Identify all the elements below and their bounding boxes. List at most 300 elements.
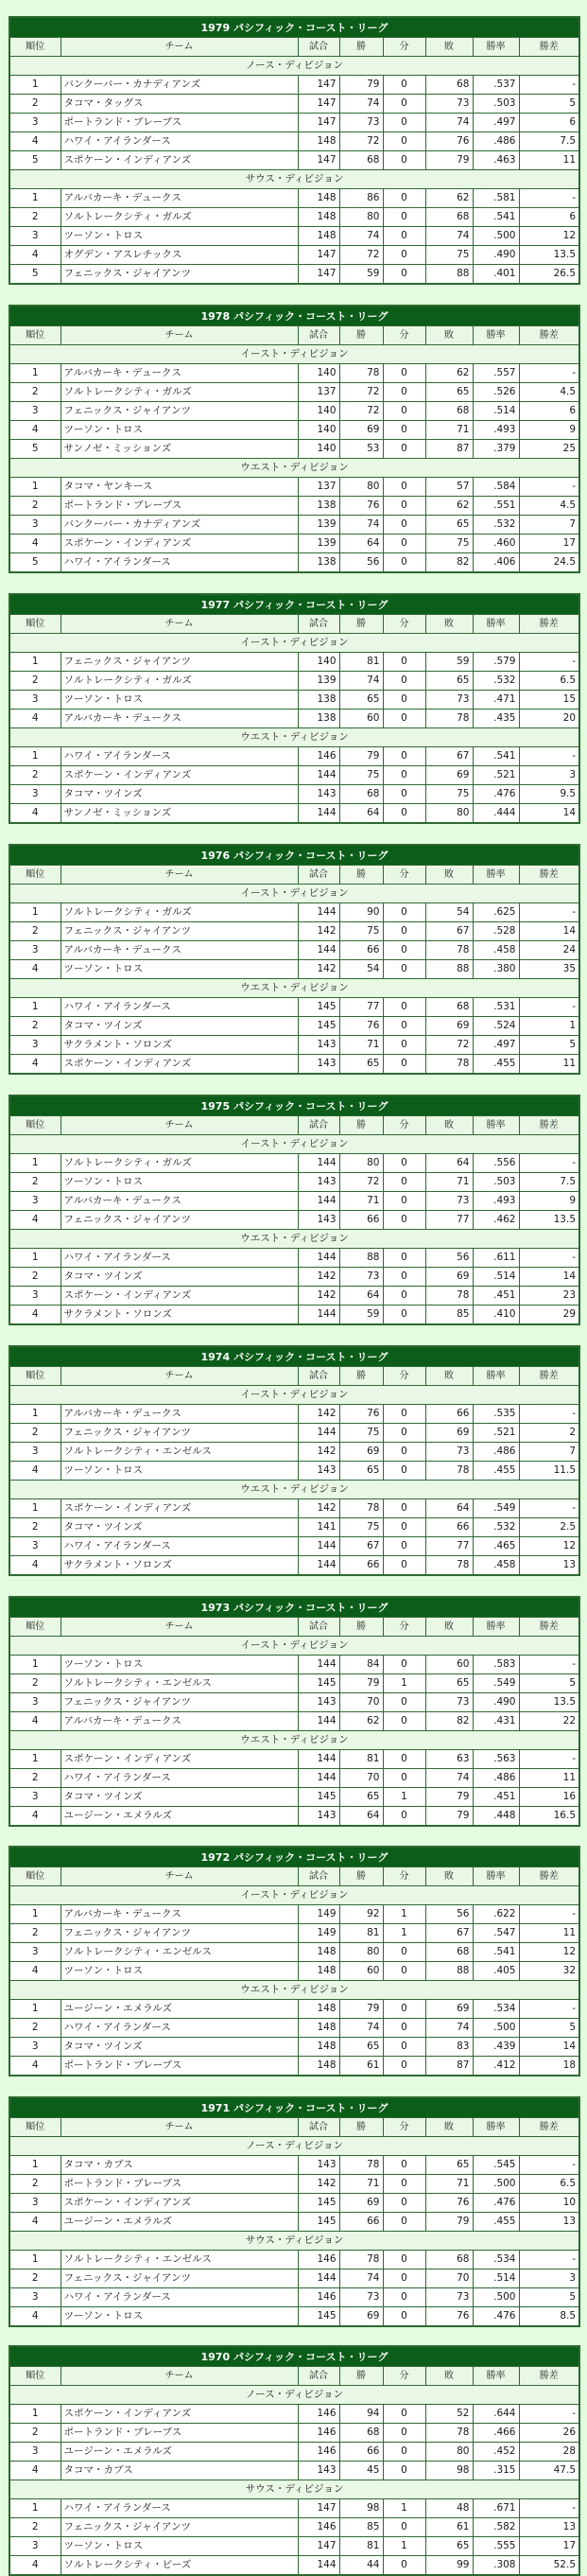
cell-wins: 65 — [339, 691, 383, 710]
column-header-ties: 分 — [383, 2367, 425, 2386]
column-header-gb: 勝差 — [519, 38, 579, 57]
cell-gb: 24 — [519, 941, 579, 960]
cell-pct: .379 — [473, 440, 519, 459]
cell-rank: 1 — [9, 1154, 60, 1173]
division-name: サウス・ディビジョン — [9, 170, 579, 189]
cell-wins: 62 — [339, 1712, 383, 1731]
column-header-team: チーム — [60, 1867, 298, 1886]
table-row — [9, 553, 579, 573]
division-row — [9, 1386, 579, 1405]
cell-pct: .545 — [473, 2156, 519, 2175]
division-row — [9, 57, 579, 76]
cell-gb: 12 — [519, 1537, 579, 1556]
cell-games: 145 — [298, 2307, 339, 2327]
cell-losses: 78 — [425, 1287, 473, 1306]
cell-gb: - — [519, 653, 579, 672]
column-header-team: チーム — [60, 1367, 298, 1386]
header-row — [9, 1116, 579, 1135]
cell-games: 140 — [298, 421, 339, 440]
column-header-wins: 勝 — [339, 1618, 383, 1637]
cell-gb: 29 — [519, 1306, 579, 1325]
table-row — [9, 1656, 579, 1674]
column-header-losses: 敗 — [425, 2367, 473, 2386]
season-title-row — [9, 2346, 579, 2367]
division-row — [9, 885, 579, 903]
cell-losses: 88 — [425, 265, 473, 285]
division-name: ウエスト・ディビジョン — [9, 728, 579, 747]
cell-pct: .524 — [473, 1017, 519, 1036]
cell-rank: 1 — [9, 1405, 60, 1424]
cell-ties: 0 — [383, 534, 425, 553]
column-header-ties: 分 — [383, 1367, 425, 1386]
season-title-row — [9, 1597, 579, 1618]
cell-team: ソルトレークシティ・エンゼルス — [60, 1943, 298, 1962]
cell-games: 142 — [298, 922, 339, 941]
cell-team: スポケーン・インディアンズ — [60, 1287, 298, 1306]
cell-ties: 0 — [383, 2057, 425, 2077]
division-name: イースト・ディビジョン — [9, 634, 579, 653]
cell-rank: 3 — [9, 1788, 60, 1807]
header-row — [9, 866, 579, 885]
cell-wins: 86 — [339, 189, 383, 208]
cell-losses: 52 — [425, 2405, 473, 2424]
cell-team: サクラメント・ソロンズ — [60, 1306, 298, 1325]
cell-rank: 1 — [9, 2156, 60, 2175]
cell-gb: 9.5 — [519, 785, 579, 804]
cell-rank: 1 — [9, 2251, 60, 2269]
cell-gb: 7 — [519, 516, 579, 534]
cell-games: 145 — [298, 1674, 339, 1693]
cell-pct: .514 — [473, 402, 519, 421]
column-header-losses: 敗 — [425, 1867, 473, 1886]
cell-wins: 77 — [339, 998, 383, 1017]
cell-rank: 1 — [9, 1249, 60, 1268]
table-row — [9, 2057, 579, 2077]
cell-rank: 3 — [9, 402, 60, 421]
cell-pct: .476 — [473, 2307, 519, 2327]
cell-games: 137 — [298, 478, 339, 497]
cell-losses: 88 — [425, 1962, 473, 1981]
cell-gb: 23 — [519, 1287, 579, 1306]
cell-wins: 76 — [339, 1017, 383, 1036]
cell-wins: 84 — [339, 1656, 383, 1674]
cell-rank: 3 — [9, 1693, 60, 1712]
cell-games: 138 — [298, 710, 339, 728]
cell-games: 140 — [298, 653, 339, 672]
cell-losses: 68 — [425, 402, 473, 421]
cell-wins: 78 — [339, 1499, 383, 1518]
cell-wins: 64 — [339, 534, 383, 553]
cell-games: 144 — [298, 1712, 339, 1731]
cell-rank: 3 — [9, 2288, 60, 2307]
cell-rank: 2 — [9, 1674, 60, 1693]
cell-losses: 71 — [425, 1173, 473, 1192]
table-row — [9, 2251, 579, 2269]
season-title-row — [9, 17, 579, 38]
cell-ties: 0 — [383, 672, 425, 691]
division-name: ノース・ディビジョン — [9, 2137, 579, 2156]
division-name: イースト・ディビジョン — [9, 1135, 579, 1154]
cell-team: ユージーン・エメラルズ — [60, 1807, 298, 1827]
cell-rank: 3 — [9, 691, 60, 710]
cell-pct: .463 — [473, 151, 519, 170]
column-header-games: 試合 — [298, 38, 339, 57]
cell-gb: 5 — [519, 2288, 579, 2307]
cell-ties: 0 — [383, 189, 425, 208]
cell-gb: 4.5 — [519, 497, 579, 516]
cell-losses: 74 — [425, 2019, 473, 2038]
table-row — [9, 2000, 579, 2019]
cell-team: サンノゼ・ミッションズ — [60, 440, 298, 459]
cell-losses: 75 — [425, 785, 473, 804]
cell-games: 144 — [298, 1192, 339, 1211]
division-row — [9, 2232, 579, 2251]
table-row — [9, 1537, 579, 1556]
cell-gb: 5 — [519, 1036, 579, 1055]
table-row — [9, 941, 579, 960]
cell-gb: 2 — [519, 1424, 579, 1443]
division-row — [9, 345, 579, 364]
column-header-gb: 勝差 — [519, 2367, 579, 2386]
cell-wins: 65 — [339, 2038, 383, 2057]
cell-pct: .579 — [473, 653, 519, 672]
cell-wins: 75 — [339, 766, 383, 785]
cell-team: タコマ・ツインズ — [60, 785, 298, 804]
cell-ties: 0 — [383, 1962, 425, 1981]
table-row — [9, 691, 579, 710]
table-row — [9, 1306, 579, 1325]
column-header-team: チーム — [60, 2367, 298, 2386]
column-header-pct: 勝率 — [473, 1116, 519, 1135]
cell-team: ツーソン・トロス — [60, 960, 298, 979]
table-row — [9, 1173, 579, 1192]
division-row — [9, 979, 579, 998]
cell-ties: 1 — [383, 2537, 425, 2556]
cell-ties: 0 — [383, 903, 425, 922]
table-row — [9, 265, 579, 285]
cell-team: アルバカーキ・デュークス — [60, 1712, 298, 1731]
cell-games: 147 — [298, 95, 339, 114]
cell-team: ソルトレークシティ・ガルズ — [60, 1154, 298, 1173]
cell-ties: 0 — [383, 2038, 425, 2057]
cell-rank: 2 — [9, 1518, 60, 1537]
cell-ties: 0 — [383, 151, 425, 170]
cell-losses: 75 — [425, 534, 473, 553]
cell-rank: 1 — [9, 998, 60, 1017]
cell-gb: - — [519, 1656, 579, 1674]
cell-team: ツーソン・トロス — [60, 2537, 298, 2556]
cell-rank: 4 — [9, 1962, 60, 1981]
cell-gb: - — [519, 364, 579, 383]
cell-losses: 79 — [425, 1788, 473, 1807]
table-row — [9, 1211, 579, 1230]
table-row — [9, 421, 579, 440]
cell-gb: 10 — [519, 2194, 579, 2213]
cell-pct: .458 — [473, 941, 519, 960]
table-row — [9, 1443, 579, 1462]
column-header-games: 試合 — [298, 1367, 339, 1386]
cell-rank: 2 — [9, 2019, 60, 2038]
cell-rank: 2 — [9, 2518, 60, 2537]
table-row — [9, 922, 579, 941]
cell-games: 142 — [298, 1443, 339, 1462]
cell-gb: 52.5 — [519, 2556, 579, 2576]
cell-rank: 5 — [9, 151, 60, 170]
cell-games: 148 — [298, 1962, 339, 1981]
column-header-games: 試合 — [298, 2367, 339, 2386]
table-row — [9, 1424, 579, 1443]
cell-wins: 76 — [339, 497, 383, 516]
column-header-team: チーム — [60, 1618, 298, 1637]
cell-wins: 74 — [339, 672, 383, 691]
cell-games: 146 — [298, 2424, 339, 2443]
division-row — [9, 459, 579, 478]
cell-pct: .549 — [473, 1674, 519, 1693]
cell-games: 143 — [298, 1036, 339, 1055]
cell-games: 139 — [298, 534, 339, 553]
cell-wins: 88 — [339, 1249, 383, 1268]
cell-ties: 0 — [383, 132, 425, 151]
season-title-row — [9, 306, 579, 326]
column-header-wins: 勝 — [339, 2367, 383, 2386]
table-row — [9, 903, 579, 922]
cell-pct: .644 — [473, 2405, 519, 2424]
cell-wins: 64 — [339, 1287, 383, 1306]
cell-games: 148 — [298, 227, 339, 246]
cell-ties: 0 — [383, 1268, 425, 1287]
cell-team: ポートランド・ブレーブス — [60, 2175, 298, 2194]
season-title-row — [9, 845, 579, 866]
division-name: サウス・ディビジョン — [9, 2480, 579, 2499]
cell-games: 143 — [298, 785, 339, 804]
cell-games: 144 — [298, 1750, 339, 1769]
cell-pct: .541 — [473, 208, 519, 227]
cell-gb: 14 — [519, 804, 579, 824]
column-header-ties: 分 — [383, 2118, 425, 2137]
cell-rank: 4 — [9, 1712, 60, 1731]
cell-ties: 0 — [383, 1306, 425, 1325]
cell-gb: 15 — [519, 691, 579, 710]
cell-games: 148 — [298, 132, 339, 151]
table-row — [9, 2462, 579, 2480]
cell-pct: .503 — [473, 1173, 519, 1192]
cell-gb: 25 — [519, 440, 579, 459]
table-row — [9, 1674, 579, 1693]
cell-ties: 0 — [383, 941, 425, 960]
cell-pct: .405 — [473, 1962, 519, 1981]
column-header-wins: 勝 — [339, 326, 383, 345]
cell-wins: 81 — [339, 1924, 383, 1943]
cell-gb: 35 — [519, 960, 579, 979]
cell-team: オグデン・アスレチックス — [60, 246, 298, 265]
cell-games: 143 — [298, 1693, 339, 1712]
cell-team: ポートランド・ブレーブス — [60, 2057, 298, 2077]
cell-rank: 4 — [9, 2057, 60, 2077]
cell-gb: 7 — [519, 1443, 579, 1462]
cell-wins: 56 — [339, 553, 383, 573]
table-row — [9, 1962, 579, 1981]
cell-ties: 0 — [383, 1036, 425, 1055]
cell-losses: 54 — [425, 903, 473, 922]
table-row — [9, 2175, 579, 2194]
cell-pct: .534 — [473, 2251, 519, 2269]
cell-losses: 66 — [425, 1518, 473, 1537]
cell-rank: 3 — [9, 1537, 60, 1556]
cell-ties: 0 — [383, 2424, 425, 2443]
table-row — [9, 804, 579, 824]
cell-team: スポケーン・インディアンズ — [60, 2405, 298, 2424]
cell-team: ソルトレークシティ・エンゼルス — [60, 1674, 298, 1693]
cell-pct: .671 — [473, 2499, 519, 2518]
cell-losses: 60 — [425, 1656, 473, 1674]
cell-wins: 74 — [339, 2269, 383, 2288]
header-row — [9, 2367, 579, 2386]
cell-pct: .448 — [473, 1807, 519, 1827]
cell-losses: 56 — [425, 1905, 473, 1924]
cell-pct: .556 — [473, 1154, 519, 1173]
cell-pct: .462 — [473, 1211, 519, 1230]
cell-rank: 3 — [9, 1443, 60, 1462]
cell-gb: 24.5 — [519, 553, 579, 573]
cell-games: 146 — [298, 747, 339, 766]
column-header-wins: 勝 — [339, 1867, 383, 1886]
column-header-team: チーム — [60, 866, 298, 885]
cell-gb: 5 — [519, 95, 579, 114]
cell-pct: .486 — [473, 1443, 519, 1462]
cell-team: フェニックス・ジャイアンツ — [60, 1424, 298, 1443]
cell-wins: 79 — [339, 2000, 383, 2019]
cell-team: アルバカーキ・デュークス — [60, 1192, 298, 1211]
cell-pct: .535 — [473, 1405, 519, 1424]
cell-losses: 72 — [425, 1036, 473, 1055]
cell-team: ユージーン・エメラルズ — [60, 2000, 298, 2019]
cell-team: アルバカーキ・デュークス — [60, 1405, 298, 1424]
cell-pct: .500 — [473, 2175, 519, 2194]
cell-team: フェニックス・ジャイアンツ — [60, 1211, 298, 1230]
cell-losses: 87 — [425, 440, 473, 459]
cell-pct: .563 — [473, 1750, 519, 1769]
cell-ties: 0 — [383, 1518, 425, 1537]
cell-losses: 65 — [425, 2156, 473, 2175]
cell-wins: 71 — [339, 1192, 383, 1211]
cell-gb: - — [519, 1750, 579, 1769]
cell-gb: 16.5 — [519, 1807, 579, 1827]
cell-pct: .493 — [473, 1192, 519, 1211]
cell-games: 142 — [298, 1268, 339, 1287]
cell-gb: 6 — [519, 402, 579, 421]
table-row — [9, 402, 579, 421]
column-header-pct: 勝率 — [473, 2118, 519, 2137]
cell-pct: .583 — [473, 1656, 519, 1674]
cell-rank: 3 — [9, 227, 60, 246]
division-name: ノース・ディビジョン — [9, 2386, 579, 2405]
cell-ties: 0 — [383, 2269, 425, 2288]
cell-pct: .528 — [473, 922, 519, 941]
cell-gb: 26.5 — [519, 265, 579, 285]
table-row — [9, 189, 579, 208]
cell-team: タコマ・ツインズ — [60, 1268, 298, 1287]
table-row — [9, 2269, 579, 2288]
cell-rank: 2 — [9, 1769, 60, 1788]
cell-wins: 98 — [339, 2499, 383, 2518]
cell-rank: 5 — [9, 265, 60, 285]
cell-losses: 69 — [425, 2000, 473, 2019]
cell-team: ソルトレークシティ・ガルズ — [60, 208, 298, 227]
cell-losses: 65 — [425, 672, 473, 691]
cell-team: バンクーバー・カナディアンズ — [60, 516, 298, 534]
cell-wins: 65 — [339, 1788, 383, 1807]
cell-ties: 1 — [383, 1905, 425, 1924]
cell-rank: 2 — [9, 497, 60, 516]
cell-losses: 65 — [425, 1674, 473, 1693]
table-row — [9, 2443, 579, 2462]
column-header-games: 試合 — [298, 866, 339, 885]
cell-games: 140 — [298, 440, 339, 459]
cell-team: アルバカーキ・デュークス — [60, 1905, 298, 1924]
cell-wins: 76 — [339, 1405, 383, 1424]
table-row — [9, 2537, 579, 2556]
cell-ties: 0 — [383, 1055, 425, 1075]
table-row — [9, 785, 579, 804]
cell-losses: 64 — [425, 1154, 473, 1173]
cell-gb: 13.5 — [519, 246, 579, 265]
cell-losses: 78 — [425, 710, 473, 728]
cell-rank: 1 — [9, 747, 60, 766]
column-header-gb: 勝差 — [519, 1367, 579, 1386]
cell-losses: 80 — [425, 804, 473, 824]
cell-ties: 0 — [383, 1154, 425, 1173]
cell-losses: 65 — [425, 516, 473, 534]
cell-losses: 79 — [425, 1807, 473, 1827]
cell-team: ハワイ・アイランダース — [60, 2499, 298, 2518]
cell-losses: 48 — [425, 2499, 473, 2518]
cell-losses: 77 — [425, 1537, 473, 1556]
column-header-pct: 勝率 — [473, 2367, 519, 2386]
column-header-gb: 勝差 — [519, 1618, 579, 1637]
cell-pct: .541 — [473, 1943, 519, 1962]
cell-pct: .380 — [473, 960, 519, 979]
cell-team: ユージーン・エメラルズ — [60, 2213, 298, 2232]
cell-pct: .401 — [473, 265, 519, 285]
cell-pct: .444 — [473, 804, 519, 824]
cell-wins: 73 — [339, 2288, 383, 2307]
cell-gb: 9 — [519, 421, 579, 440]
cell-gb: - — [519, 747, 579, 766]
cell-wins: 73 — [339, 114, 383, 132]
division-name: ウエスト・ディビジョン — [9, 1731, 579, 1750]
cell-gb: 11.5 — [519, 1462, 579, 1481]
standings-table — [9, 844, 580, 1075]
cell-ties: 0 — [383, 1211, 425, 1230]
cell-losses: 68 — [425, 208, 473, 227]
cell-pct: .531 — [473, 998, 519, 1017]
division-name: サウス・ディビジョン — [9, 2232, 579, 2251]
table-row — [9, 208, 579, 227]
cell-wins: 70 — [339, 1693, 383, 1712]
column-header-losses: 敗 — [425, 1367, 473, 1386]
cell-losses: 78 — [425, 1462, 473, 1481]
cell-team: スポケーン・インディアンズ — [60, 766, 298, 785]
cell-games: 140 — [298, 402, 339, 421]
column-header-wins: 勝 — [339, 2118, 383, 2137]
division-name: イースト・ディビジョン — [9, 1886, 579, 1905]
table-row — [9, 2518, 579, 2537]
cell-games: 143 — [298, 1055, 339, 1075]
table-row — [9, 2019, 579, 2038]
cell-losses: 73 — [425, 1443, 473, 1462]
division-row — [9, 1135, 579, 1154]
cell-losses: 75 — [425, 246, 473, 265]
